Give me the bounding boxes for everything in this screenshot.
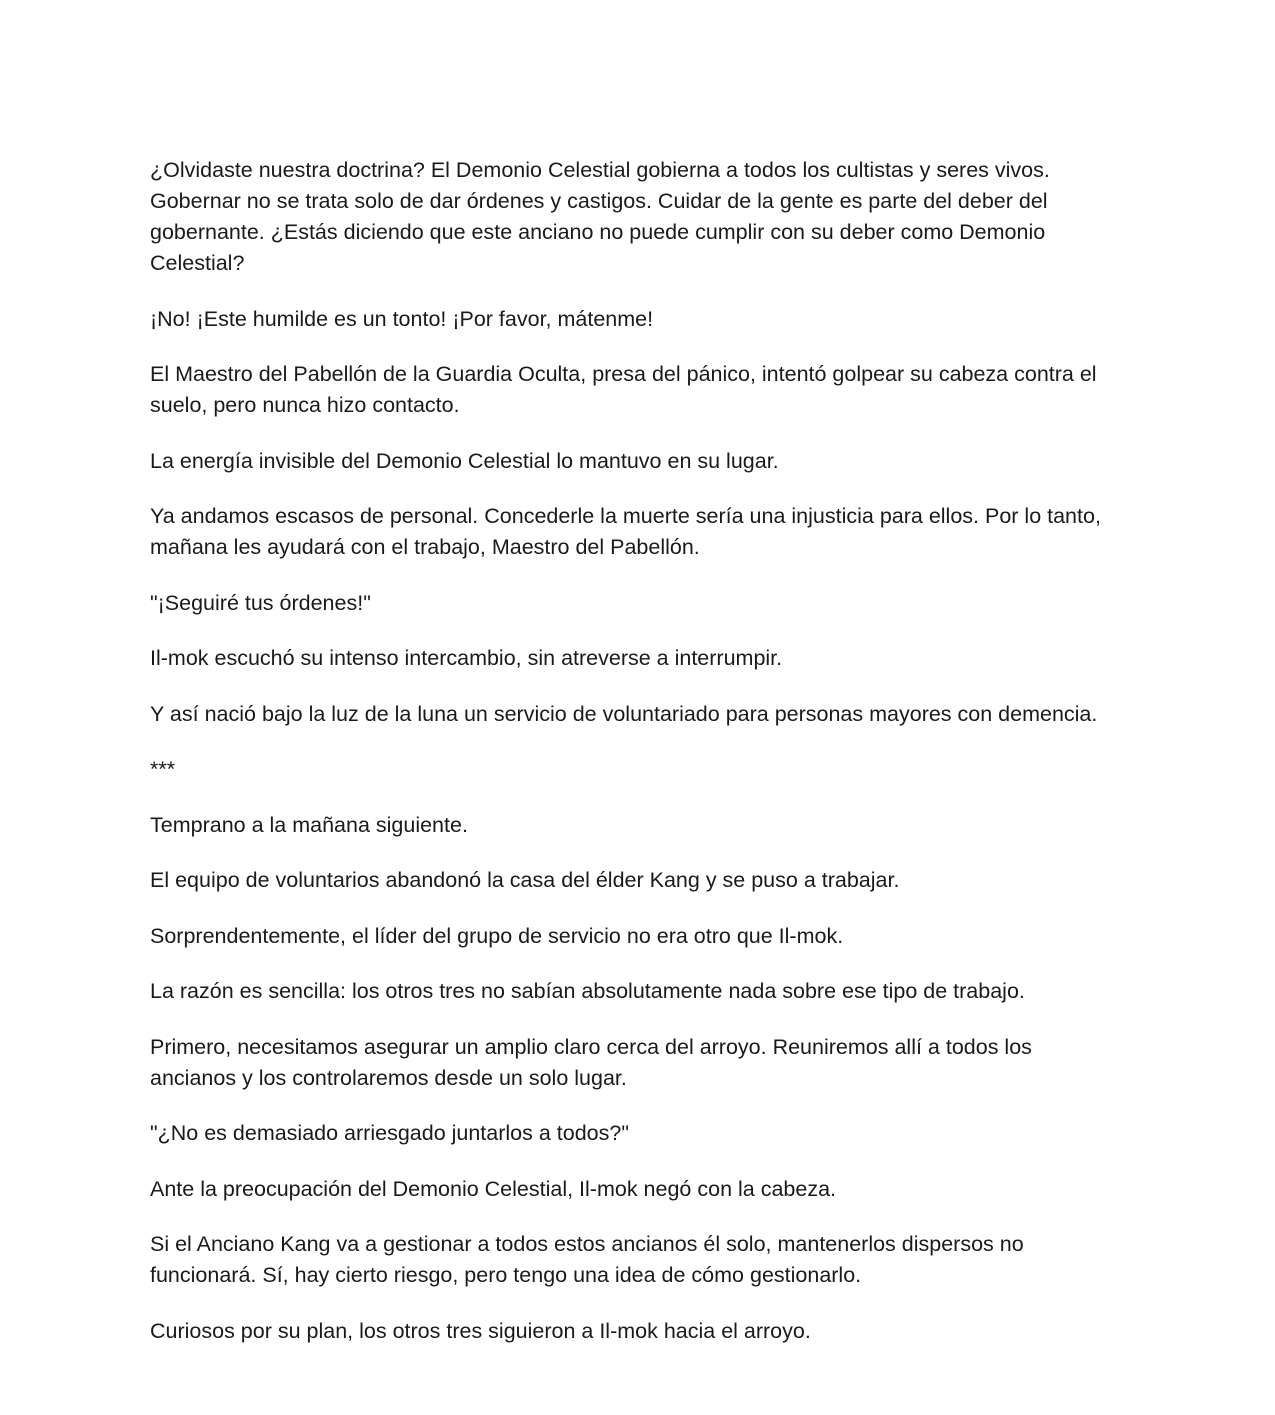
paragraph-1: ¿Olvidaste nuestra doctrina? El Demonio Celestial gobierna a todos los cultistas y seres vivos. Gobernar no se trata solo de dar órdenes y castigos. Cuidar de la gente es parte del deber del gobernante. ¿Estás diciendo que este anciano no puede cumplir con su deber como Demonio Celestial? bbox=[150, 158, 1050, 275]
scene-break: *** bbox=[150, 757, 176, 781]
paragraph-6: "¡Seguiré tus órdenes!" bbox=[150, 590, 371, 615]
paragraph-8: Y así nació bajo la luz de la luna un servicio de voluntariado para personas mayores con demencia. bbox=[150, 701, 1098, 726]
paragraph-3: El Maestro del Pabellón de la Guardia Oculta, presa del pánico, intentó golpear su cabeza contra el suelo, pero nunca hizo contacto. bbox=[150, 362, 1097, 417]
paragraph-12: La razón es sencilla: los otros tres no sabían absolutamente nada sobre ese tipo de trabajo. bbox=[150, 979, 1025, 1003]
paragraph-10: El equipo de voluntarios abandonó la casa del élder Kang y se puso a trabajar. bbox=[150, 868, 900, 892]
paragraph-16: Si el Anciano Kang va a gestionar a todos estos ancianos él solo, mantenerlos dispersos no funcionará. Sí, hay cierto riesgo, pero tengo una idea de cómo gestionarlo. bbox=[150, 1232, 1024, 1287]
paragraph-5: Ya andamos escasos de personal. Concederle la muerte sería una injusticia para ellos. Por lo tanto, mañana les ayudará con el trabajo, Maestro del Pabellón. bbox=[150, 504, 1101, 559]
paragraph-11: Sorprendentemente, el líder del grupo de servicio no era otro que Il-mok. bbox=[150, 923, 844, 948]
paragraph-9: Temprano a la mañana siguiente. bbox=[150, 812, 468, 837]
paragraph-13: Primero, necesitamos asegurar un amplio claro cerca del arroyo. Reuniremos allí a todos los ancianos y los controlaremos desde un solo lugar. bbox=[150, 1034, 1032, 1090]
paragraph-14: "¿No es demasiado arriesgado juntarlos a todos?" bbox=[150, 1121, 629, 1145]
paragraph-15: Ante la preocupación del Demonio Celestial, Il-mok negó con la cabeza. bbox=[150, 1176, 837, 1201]
paragraph-2: ¡No! ¡Este humilde es un tonto! ¡Por favor, mátenme! bbox=[150, 306, 654, 331]
paragraph-4: La energía invisible del Demonio Celestial lo mantuvo en su lugar. bbox=[150, 448, 779, 473]
paragraph-7: Il-mok escuchó su intenso intercambio, sin atreverse a interrumpir. bbox=[150, 646, 783, 670]
document-body bbox=[150, 155, 1110, 1371]
paragraph-17: Curiosos por su plan, los otros tres siguieron a Il-mok hacia el arroyo. bbox=[150, 1318, 811, 1343]
